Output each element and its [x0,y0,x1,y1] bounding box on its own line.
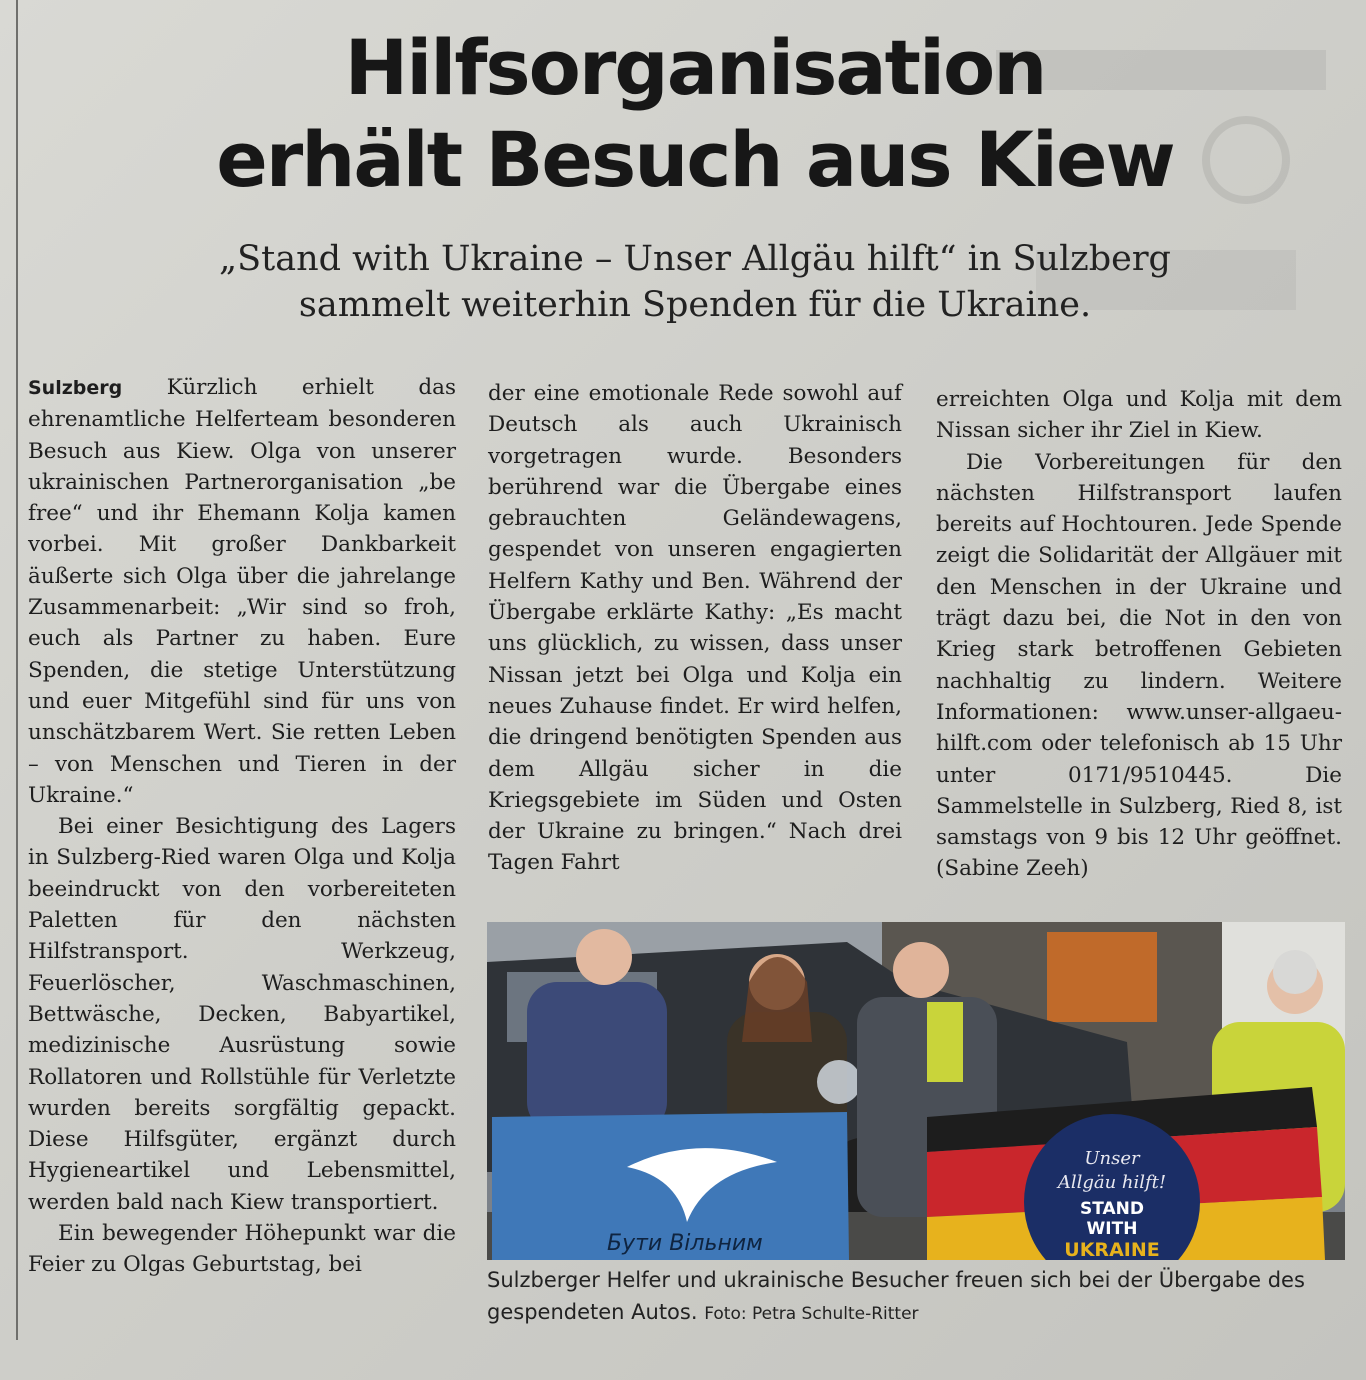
dateline: Sulzberg [28,377,123,399]
text-column-2 [488,378,902,879]
text-column-1 [28,372,456,1281]
banner-left-text: Бути Вільним [607,1231,763,1256]
paragraph: Bei einer Besichtigung des Lagers in Sulzberg-Ried waren Olga und Kolja beeindruckt von den vorbereiteten Paletten für den nächsten Hilfstransport. Werkzeug, Feuerlöscher, Waschmaschinen, Bettwäsche, Decken, Babyartikel, medizinische Ausrüstung sowie Rollatoren und Rollstühle für Verletzte wurden bereits sorgfältig gepackt. Diese Hilfsgüter, ergänzt durch Hygieneartikel und Lebensmittel, werden bald nach Kiew transportiert. [28,814,456,1215]
photo-scene [487,922,1345,1260]
subheadline-line-1: „Stand with Ukraine – Unser Allgäu hilft“ in Sulzberg [219,239,1171,279]
headline-line-2: erhält Besuch aus Kiew [216,115,1174,204]
paragraph [28,372,456,811]
paragraph: erreichten Olga und Kolja mit dem Nissan sicher ihr Ziel in Kiew. [936,387,1342,444]
article-photo [487,922,1345,1260]
caption-text: Sulzberger Helfer und ukrainische Besucher freuen sich bei der Übergabe des gespendeten Autos. [487,1268,1305,1324]
orange-machinery [1047,932,1157,1022]
glass-award [817,1060,861,1104]
headline-line-1: Hilfsorganisation [344,23,1046,112]
subheadline-line-2: sammelt weiterhin Spenden für die Ukraine. [298,285,1092,325]
paragraph: Ein bewegender Höhepunkt war die Feier zu Olgas Geburtstag, bei [28,1221,456,1278]
photo-credit: Foto: Petra Schulte-Ritter [704,1304,919,1324]
badge-line-5: UKRAINE [1064,1239,1160,1260]
banner-ukraine-partner [492,1112,849,1260]
text-column-3 [936,384,1342,885]
badge-line-3: STAND [1079,1199,1145,1219]
paragraph: der eine emotionale Rede sowohl auf Deutsch als auch Ukrainisch vorgetragen wurde. Besonders berührend war die Übergabe eines gebrauchten Geländewagens, gespendet von unseren engagierten Helfern Kathy und Ben. Während der Übergabe erklärte Kathy: „Es macht uns glücklich, zu wissen, dass unser Nissan jetzt bei Olga und Kolja ein neues Zuhause findet. Er wird helfen, die dringend benötigten Spenden aus dem Allgäu sicher in die Kriegsgebiete im Süden und Osten der Ukraine zu bringen.“ Nach drei Tagen Fahrt [488,381,902,876]
paragraph: Die Vorbereitungen für den nächsten Hilfstransport laufen bereits auf Hochtouren. Jede Spende zeigt die Solidarität der Allgäuer mit den Menschen in der Ukraine und trägt dazu bei, die Not in den von Krieg stark betroffenen Gebieten nachhaltig zu lindern. Weitere Informationen: www.unser-allgaeu-hilft.com oder telefonisch ab 15 Uhr unter 0171/9510445. Die Sammelstelle in Sulzberg, Ried 8, ist samstags von 9 bis 12 Uhr geöffnet. (Sabine Zeeh) [936,449,1342,882]
badge-line-4: WITH [1086,1219,1138,1239]
article-headline [180,22,1210,206]
paragraph-text: Kürzlich erhielt das ehrenamtliche Helferteam besonderen Besuch aus Kiew. Olga von unserer ukrainischen Partnerorganisation „be free“ und ihr Ehemann Kolja kamen vorbei. Mit großer Dankbarkeit äußerte sich Olga über die jahrelange Zusammenarbeit: „Wir sind so froh, euch als Partner zu haben. Eure Spenden, die stetige Unterstützung und euer Mitgefühl sind für uns von unschätzbarem Wert. Sie retten Leben – von Menschen und Tieren in der Ukraine.“ [28,375,456,808]
article-subheadline [180,236,1210,328]
badge-line-1: Unser [1084,1148,1140,1169]
column-rule-left [16,0,18,1340]
photo-caption [487,1264,1347,1330]
badge-line-2: Allgäu hilft! [1057,1172,1167,1193]
